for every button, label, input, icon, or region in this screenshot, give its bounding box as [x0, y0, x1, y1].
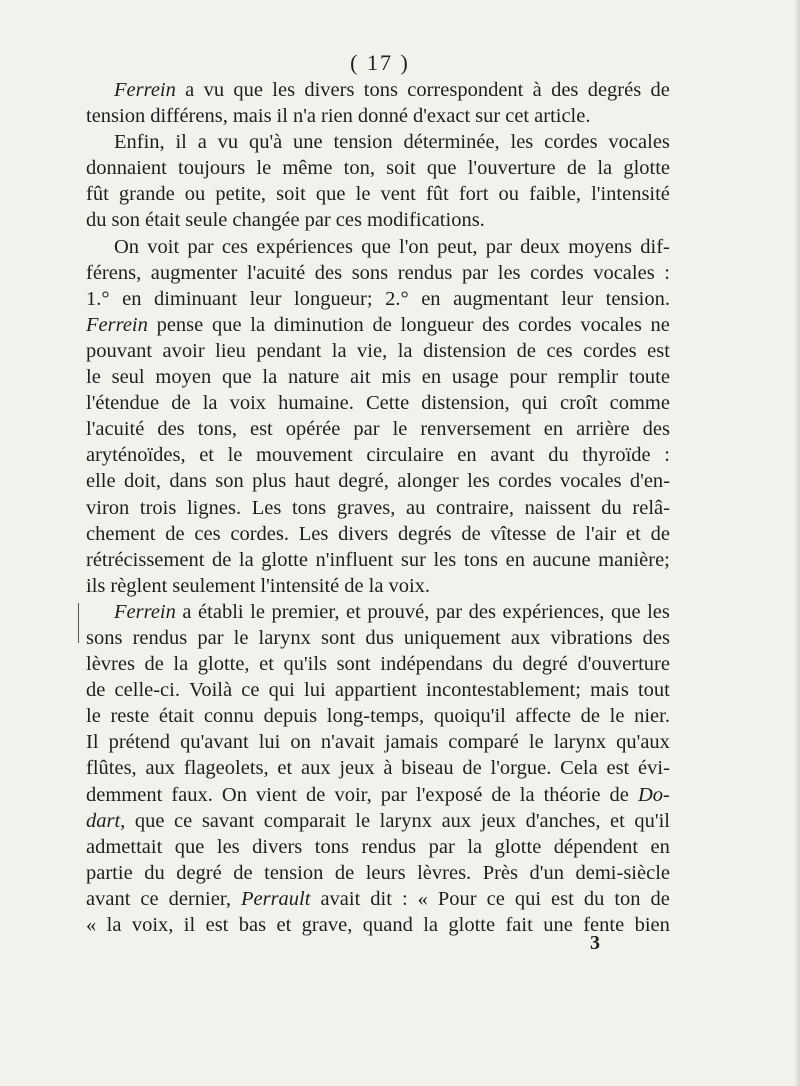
text-line: Il prétend qu'avant lui on n'avait jamais comparé le larynx qu'aux: [86, 731, 670, 754]
body-text: [86, 77, 670, 938]
text-line: viron trois lignes. Les tons graves, au contraire, naissent du relâ-: [86, 496, 670, 519]
text-line: 1.° en diminuant leur longueur; 2.° en augmentant leur tension.: [86, 287, 670, 310]
text-line: flûtes, aux flageolets, et aux jeux à biseau de l'orgue. Cela est évi-: [86, 757, 670, 780]
text-line: Ferrein pense que la diminution de longueur des cordes vocales ne: [86, 313, 670, 336]
text-line: pouvant avoir lieu pendant la vie, la distension de ces cordes est: [86, 339, 670, 362]
text-line: Ferrein a établi le premier, et prouvé, par des expériences, que les: [114, 600, 670, 623]
page-number: ( 17 ): [350, 50, 410, 75]
text-line: admettait que les divers tons rendus par la glotte dépendent en: [86, 835, 670, 858]
text-line: demment faux. On vient de voir, par l'exposé de la théorie de Do-: [86, 783, 670, 806]
text-line: aryténoïdes, et le mouvement circulaire en avant du thyroïde :: [86, 444, 670, 467]
text-line: l'étendue de la voix humaine. Cette distension, qui croît comme: [86, 392, 670, 415]
text-line: fût grande ou petite, soit que le vent fût fort ou faible, l'intensité: [86, 183, 670, 206]
text-line: le reste était connu depuis long-temps, quoiqu'il affecte de le nier.: [86, 705, 670, 728]
text-line: l'acuité des tons, est opérée par le renversement en arrière des: [86, 418, 670, 441]
text-line: du son était seule changée par ces modifications.: [86, 209, 485, 232]
signature-mark: 3: [590, 932, 600, 954]
text-line: donnaient toujours le même ton, soit que l'ouverture de la glotte: [86, 157, 670, 180]
text-line: Ferrein a vu que les divers tons correspondent à des degrés de: [114, 79, 670, 101]
text-line: tension différens, mais il n'a rien donné d'exact sur cet article.: [86, 105, 591, 128]
text-line: partie du degré de tension de leurs lèvres. Près d'un demi-siècle: [86, 861, 670, 884]
text-line: chement de ces cordes. Les divers degrés de vîtesse de l'air et de: [86, 522, 670, 545]
text-line: férens, augmenter l'acuité des sons rendus par les cordes vocales :: [86, 261, 670, 284]
text-line: « la voix, il est bas et grave, quand la glotte fait une fente bien: [86, 914, 670, 936]
text-line: sons rendus par le larynx sont dus uniquement aux vibrations des: [86, 626, 670, 649]
text-line: rétrécissement de la glotte n'influent sur les tons en aucune manière;: [86, 548, 670, 571]
text-line: de celle-ci. Voilà ce qui lui appartient incontestablement; mais tout: [86, 679, 670, 702]
text-line: lèvres de la glotte, et qu'ils sont indépendans du degré d'ouverture: [86, 653, 670, 676]
text-line: ils règlent seulement l'intensité de la voix.: [86, 574, 431, 597]
text-line: dart, que ce savant comparait le larynx aux jeux d'anches, et qu'il: [86, 809, 670, 832]
text-line: Enfin, il a vu qu'à une tension déterminée, les cordes vocales: [114, 131, 670, 154]
margin-mark: [78, 603, 79, 643]
scan-edge-shadow: [794, 0, 800, 1086]
text-line: le seul moyen que la nature ait mis en usage pour remplir toute: [86, 366, 670, 389]
text-line: avant ce dernier, Perrault avait dit : « Pour ce qui est du ton de: [86, 887, 670, 910]
text-line: elle doit, dans son plus haut degré, alonger les cordes vocales d'en-: [86, 470, 670, 493]
text-line: On voit par ces expériences que l'on peut, par deux moyens dif-: [114, 235, 670, 258]
